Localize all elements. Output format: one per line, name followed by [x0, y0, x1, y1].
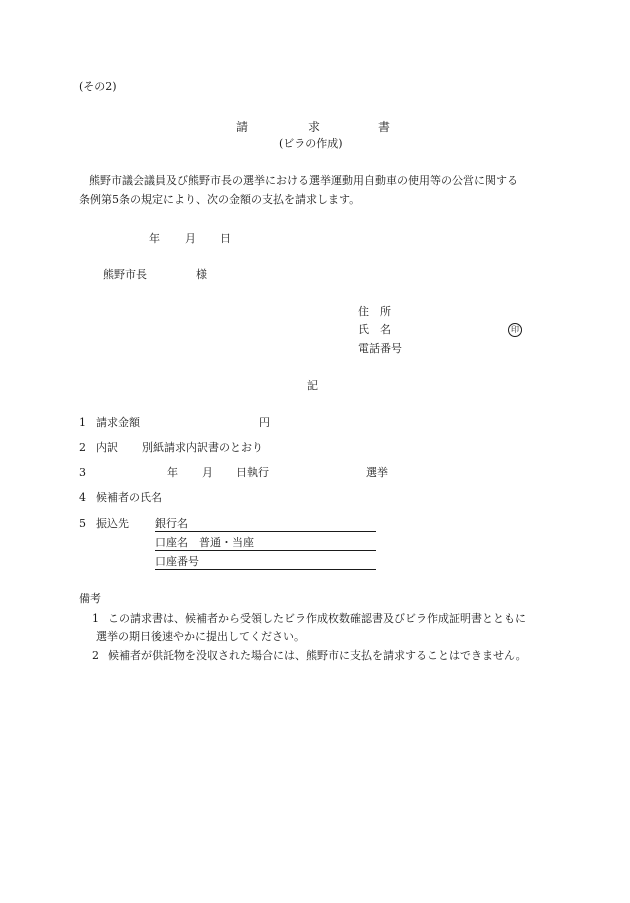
item-2-number: 2 — [79, 441, 86, 454]
item-1-label: 請求金額 — [96, 416, 140, 429]
item-1-number: 1 — [79, 416, 86, 429]
note-1-line-2: 選挙の期日後速やかに提出してください。 — [96, 630, 305, 643]
seal-mark: 印 — [508, 323, 522, 337]
intro-line-1: 熊野市議会議員及び熊野市長の選挙における選挙運動用自動車の使用等の公営に関する — [89, 174, 518, 187]
account-name-label: 口座名 普通・当座 — [155, 536, 254, 549]
title-char-3: 書 — [378, 120, 391, 134]
item-4-number: 4 — [79, 491, 86, 504]
item-3-election: 選挙 — [366, 466, 388, 479]
item-5-label: 振込先 — [96, 517, 129, 530]
intro-line-2: 条例第5条の規定により、次の金額の支払を請求します。 — [79, 193, 361, 206]
account-number-label: 口座番号 — [155, 555, 199, 568]
item-4-label: 候補者の氏名 — [96, 491, 162, 504]
date-year: 年 — [149, 232, 160, 245]
item-3-month: 月 — [202, 466, 213, 479]
addressee-name: 熊野市長 — [103, 268, 147, 281]
item-2-value: 別紙請求内訳書のとおり — [142, 441, 263, 454]
document-subtitle: (ビラの作成) — [279, 137, 343, 150]
bank-name-underline — [155, 531, 376, 532]
form-number-label: (その2) — [79, 80, 117, 93]
ki-heading: 記 — [307, 379, 318, 392]
item-3-day-exec: 日執行 — [236, 466, 269, 479]
bank-name-label: 銀行名 — [155, 517, 188, 530]
note-2-number: 2 — [92, 649, 99, 662]
item-3-year: 年 — [167, 466, 178, 479]
item-3-number: 3 — [79, 466, 86, 479]
note-2-line-1: 候補者が供託物を没収された場合には、熊野市に支払を請求することはできません。 — [108, 649, 527, 662]
name-label: 氏 名 — [358, 323, 391, 336]
addressee-honorific: 様 — [196, 268, 207, 281]
title-char-2: 求 — [308, 120, 321, 134]
item-5-number: 5 — [79, 517, 86, 530]
date-month: 月 — [185, 232, 196, 245]
item-2-label: 内訳 — [96, 441, 118, 454]
note-1-number: 1 — [92, 612, 99, 625]
phone-label: 電話番号 — [358, 342, 402, 355]
date-day: 日 — [220, 232, 231, 245]
account-number-underline — [155, 569, 376, 570]
item-1-unit: 円 — [259, 416, 270, 429]
account-name-underline — [155, 550, 376, 551]
address-label: 住 所 — [358, 305, 391, 318]
notes-heading: 備考 — [79, 592, 101, 605]
title-char-1: 請 — [236, 120, 249, 134]
note-1-line-1: この請求書は、候補者から受領したビラ作成枚数確認書及びビラ作成証明書とともに — [108, 612, 526, 625]
